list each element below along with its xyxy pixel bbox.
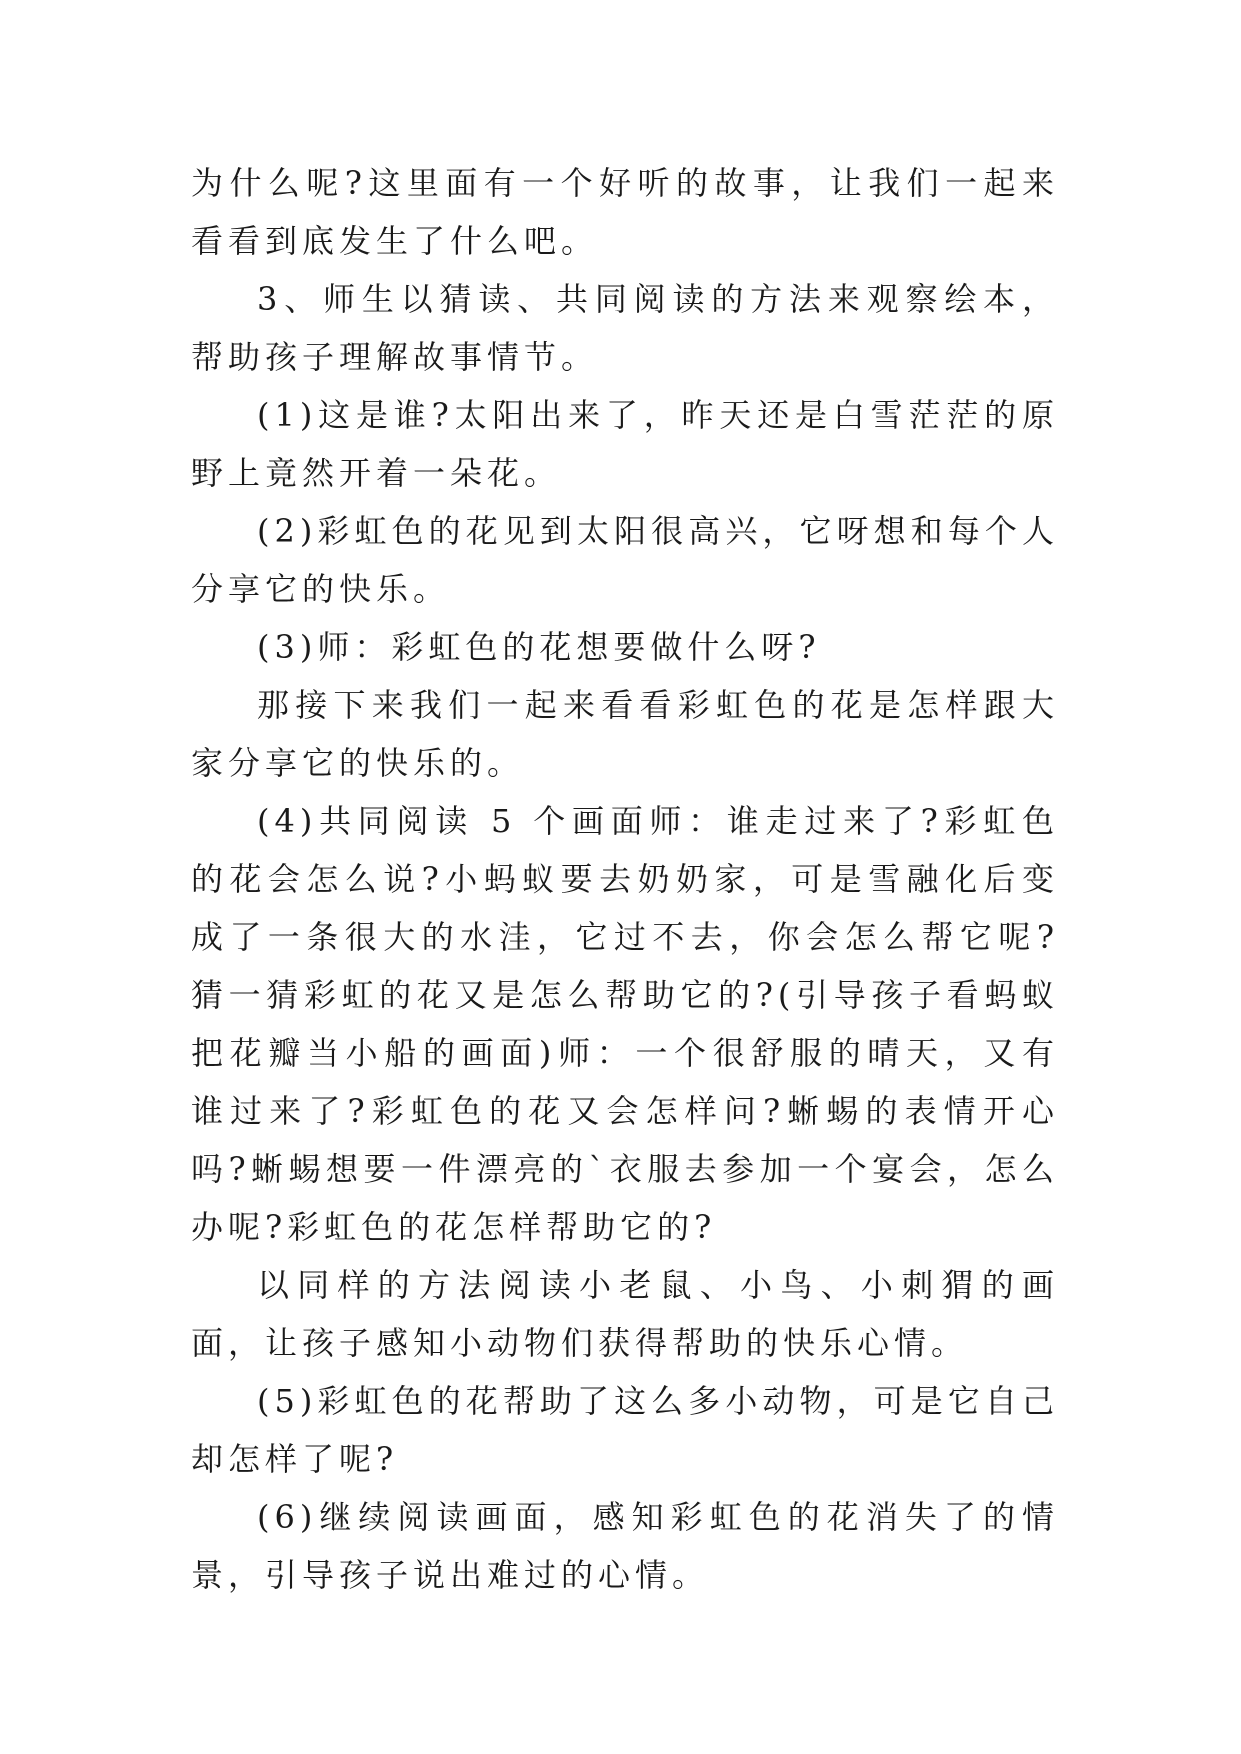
- paragraph-2: 3、师生以猜读、共同阅读的方法来观察绘本，帮助孩子理解故事情节。: [191, 280, 1059, 376]
- paragraph-8: 以同样的方法阅读小老鼠、小鸟、小刺猬的画面，让孩子感知小动物们获得帮助的快乐心情。: [191, 1266, 1059, 1362]
- paragraph-4: (2)彩虹色的花见到太阳很高兴，它呀想和每个人分享它的快乐。: [191, 512, 1059, 608]
- paragraph-9: (5)彩虹色的花帮助了这么多小动物，可是它自己却怎样了呢?: [191, 1382, 1059, 1478]
- paragraph-1: 为什么呢?这里面有一个好听的故事，让我们一起来看看到底发生了什么吧。: [191, 164, 1059, 260]
- paragraph-5: (3)师：彩虹色的花想要做什么呀?: [257, 628, 821, 666]
- paragraph-7: (4)共同阅读 5 个画面师：谁走过来了?彩虹色的花会怎么说?小蚂蚁要去奶奶家，可是雪融化后变成了一条很大的水洼，它过不去，你会怎么帮它呢?猜一猜彩虹的花又是怎么帮助它的?(引导孩子看蚂蚁把花瓣当小船的画面)师：一个很舒服的晴天，又有谁过来了?彩虹色的花又会怎样问?蜥蜴的表情开心吗?蜥蜴想要一件漂亮的`衣服去参加一个宴会，怎么办呢?彩虹色的花怎样帮助它的?: [191, 802, 1059, 1246]
- paragraph-6: 那接下来我们一起来看看彩虹色的花是怎样跟大家分享它的快乐的。: [191, 686, 1059, 782]
- paragraph-10: (6)继续阅读画面，感知彩虹色的花消失了的情景，引导孩子说出难过的心情。: [191, 1498, 1059, 1594]
- paragraph-3: (1)这是谁?太阳出来了，昨天还是白雪茫茫的原野上竟然开着一朵花。: [191, 396, 1059, 492]
- body-text: [191, 154, 1059, 1604]
